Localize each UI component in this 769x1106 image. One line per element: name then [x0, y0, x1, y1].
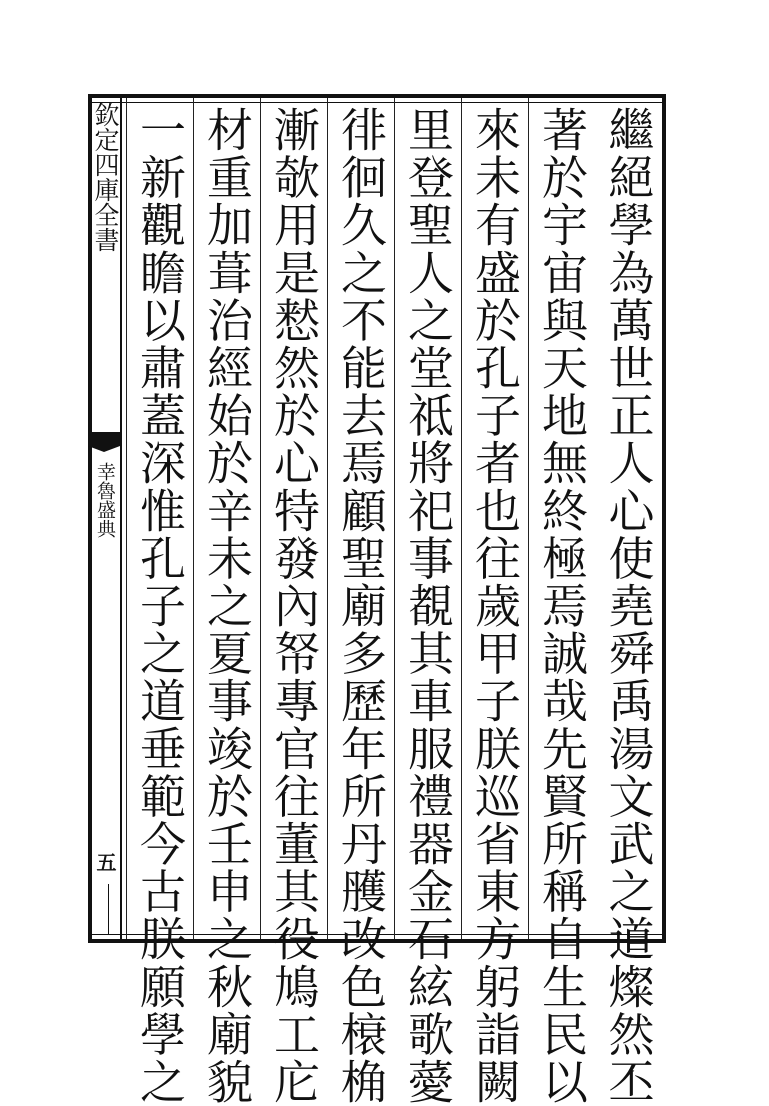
text-column-4: [394, 98, 461, 1106]
text-column-3: [461, 98, 528, 1106]
column-text: 來未有盛於孔子者也往歲甲子朕巡省東方躬詣闕: [468, 106, 522, 1106]
text-column-2: [528, 98, 595, 1106]
text-column-1: [595, 98, 662, 1106]
column-text: 繼絕學為萬世正人心使堯舜禹湯文武之道燦然丕: [601, 106, 656, 1106]
banxin-book-title: 欽定四庫全書: [91, 102, 120, 252]
column-text: 材重加葺治經始於辛未之夏事竣於壬申之秋廟貌: [200, 106, 254, 1106]
banxin-section-title: 幸魯盛典: [94, 462, 116, 538]
text-column-7: [193, 98, 260, 1106]
column-text: 里登聖人之堂祗將祀事覩其車服禮器金石絃歌薆: [401, 106, 455, 1106]
column-text: 徘徊久之不能去焉顧聖廟多歷年所丹雘改色榱桷: [334, 106, 388, 1106]
text-column-6: [260, 98, 327, 1106]
column-text: 漸欹用是慭然於心特發內帑專官往董其役鳩工庀: [267, 106, 321, 1106]
banxin-center-strip: [88, 94, 122, 943]
column-text: 一新觀瞻以肅蓋深惟孔子之道垂範今古朕願學之: [133, 106, 187, 1106]
fishtail-mark-icon: [88, 432, 120, 452]
text-column-5: [327, 98, 394, 1106]
column-text: 著於宇宙與天地無終極焉誠哉先賢所稱自生民以: [535, 106, 589, 1106]
text-column-8: [126, 98, 193, 1106]
banxin-page-number: 五: [93, 852, 117, 872]
banxin-divider: [108, 884, 109, 934]
text-columns: [122, 98, 662, 1106]
